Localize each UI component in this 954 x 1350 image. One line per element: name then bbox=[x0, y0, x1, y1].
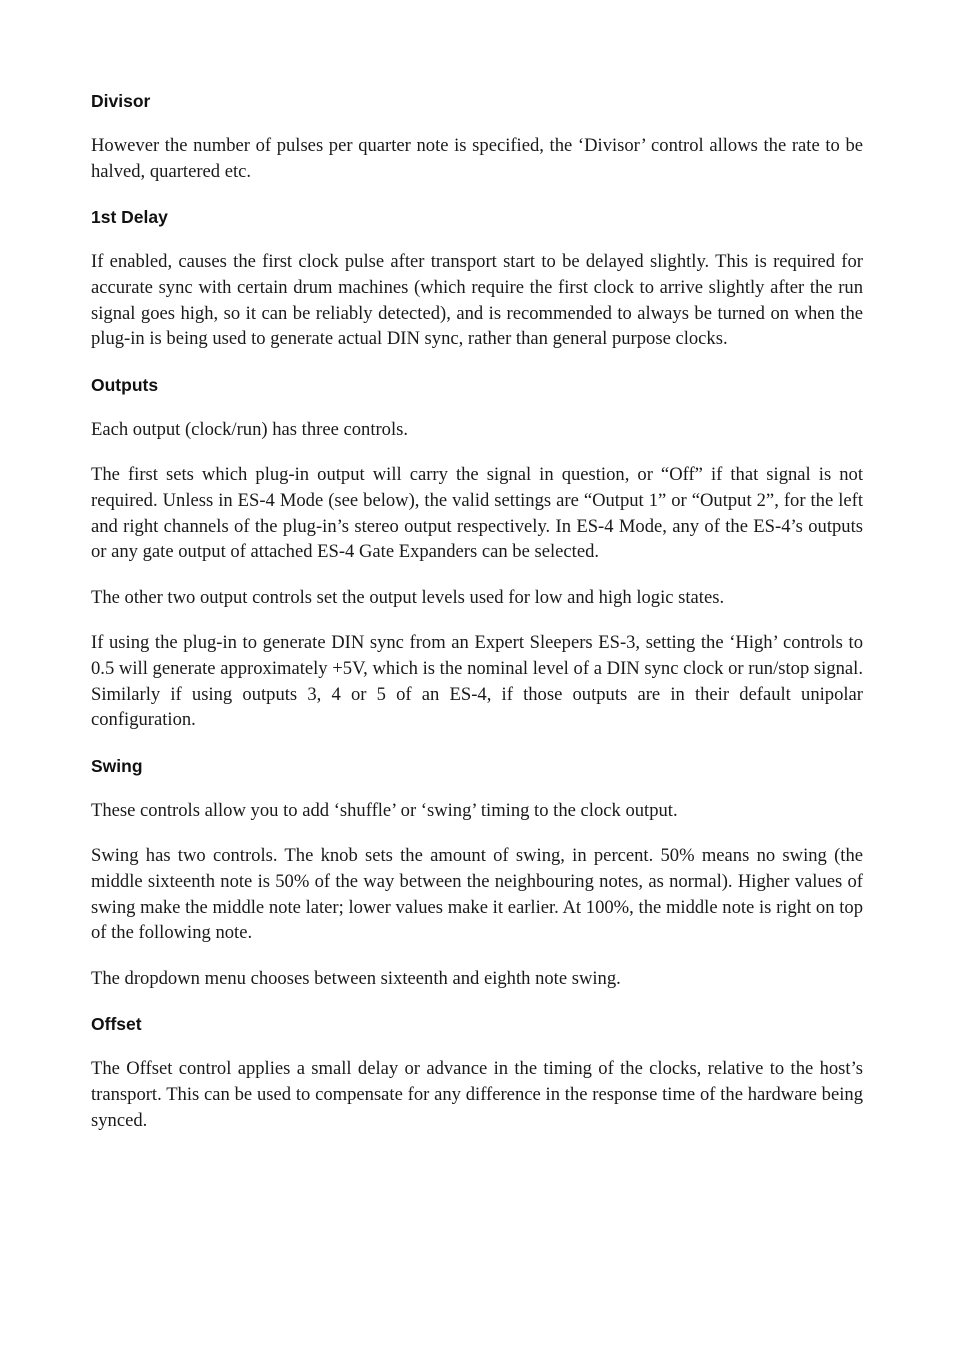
section-outputs bbox=[91, 372, 863, 733]
paragraph: Swing has two controls. The knob sets the amount of swing, in percent. 50% means no swing (the middle sixteenth note is 50% of the way between the neighbouring notes, as normal). Higher values of swing make the middle note later; lower values make it earlier. At 100%, the middle note is right on top of the following note. bbox=[91, 845, 863, 944]
section-heading-1st-delay: 1st Delay bbox=[91, 207, 168, 228]
paragraph: Each output (clock/run) has three controls. bbox=[91, 418, 409, 440]
section-offset bbox=[91, 1011, 863, 1133]
section-heading-swing: Swing bbox=[91, 755, 143, 776]
paragraph: The Offset control applies a small delay or advance in the timing of the clocks, relative to the host’s transport. This can be used to compensate for any difference in the response time of the hardware being synced. bbox=[91, 1058, 863, 1131]
paragraph: However the number of pulses per quarter note is specified, the ‘Divisor’ control allows the rate to be halved, quartered etc. bbox=[91, 135, 863, 182]
section-1st-delay bbox=[91, 204, 863, 352]
paragraph: If enabled, causes the first clock pulse after transport start to be delayed slightly. This is required for accurate sync with certain drum machines (which require the first clock to arrive slightly after the run signal goes high, so it can be reliably detected), and is recommended to always be turned on when the plug-in is being used to generate actual DIN sync, rather than general purpose clocks. bbox=[91, 251, 863, 350]
section-heading-offset: Offset bbox=[91, 1014, 142, 1035]
section-heading-outputs: Outputs bbox=[91, 374, 159, 395]
section-heading-divisor: Divisor bbox=[91, 91, 151, 111]
document-page bbox=[91, 88, 863, 1153]
paragraph: The first sets which plug-in output will carry the signal in question, or “Off” if that signal is not required. Unless in ES-4 Mode (see below), the valid settings are “Output 1” or “Output 2”, for the left and right channels of the plug-in’s stereo output respectively. In ES-4 Mode, any of the ES-4’s outputs or any gate output of attached ES-4 Gate Expanders can be selected. bbox=[91, 464, 863, 563]
paragraph: The dropdown menu chooses between sixteenth and eighth note swing. bbox=[91, 967, 621, 989]
section-swing bbox=[91, 753, 863, 992]
section-divisor bbox=[91, 88, 863, 185]
paragraph: If using the plug-in to generate DIN sync from an Expert Sleepers ES-3, setting the ‘High’ controls to 0.5 will generate approximately +5V, which is the nominal level of a DIN sync clock or run/stop signal. Similarly if using outputs 3, 4 or 5 of an ES-4, if those outputs are in their default unipolar configuration. bbox=[91, 632, 863, 731]
paragraph: These controls allow you to add ‘shuffle’ or ‘swing’ timing to the clock output. bbox=[91, 799, 678, 821]
paragraph: The other two output controls set the output levels used for low and high logic states. bbox=[91, 586, 725, 608]
